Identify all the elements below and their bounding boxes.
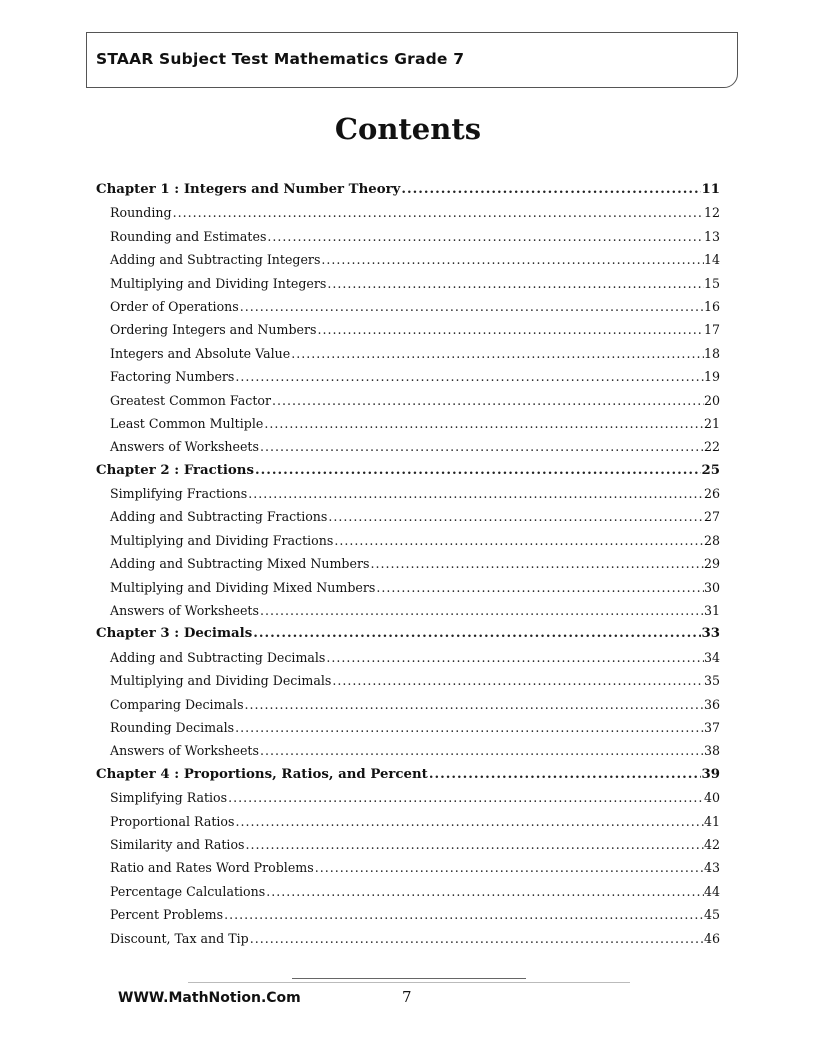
dot-leader: [326, 272, 704, 295]
toc-entry-page: 39: [701, 766, 720, 782]
dot-leader: [325, 646, 704, 669]
dot-leader: [223, 903, 704, 926]
toc-entry-title: Factoring Numbers: [110, 369, 235, 385]
toc-entry-page: 19: [703, 369, 720, 385]
toc-entry-page: 31: [703, 603, 720, 619]
toc-entry-title: Discount, Tax and Tip: [110, 930, 249, 946]
toc-section-entry: [96, 529, 720, 552]
toc-entry-page: 42: [703, 836, 720, 852]
toc-entry-title: Percent Problems: [110, 907, 224, 923]
dot-leader: [314, 856, 704, 879]
toc-entry-title: Integers and Absolute Value: [110, 345, 291, 361]
toc-section-entry: [96, 225, 720, 248]
page-title: Contents: [334, 112, 482, 146]
toc-section-entry: [96, 318, 720, 341]
dot-leader: [316, 318, 704, 341]
toc-entry-page: 21: [703, 415, 720, 431]
toc-section-entry: [96, 389, 720, 412]
toc-entry-page: 40: [703, 790, 720, 806]
dot-leader: [234, 810, 703, 833]
toc-section-entry: [96, 693, 720, 716]
toc-entry-page: 18: [703, 345, 720, 361]
dot-leader: [244, 693, 704, 716]
toc-entry-title: Rounding and Estimates: [110, 228, 267, 244]
toc-entry-page: 25: [701, 462, 720, 478]
dot-leader: [327, 505, 704, 528]
dot-leader: [375, 576, 704, 599]
toc-section-entry: [96, 576, 720, 599]
toc-chapter-entry: [96, 763, 720, 786]
toc-entry-page: 11: [701, 182, 720, 197]
toc-entry-title: Answers of Worksheets: [110, 439, 259, 455]
toc-section-entry: [96, 552, 720, 575]
dot-leader: [259, 739, 704, 762]
toc-entry-title: Adding and Subtracting Fractions: [110, 509, 328, 525]
toc-entry-title: Chapter 3 : Decimals: [96, 626, 253, 642]
dot-leader: [252, 622, 701, 645]
toc-entry-title: Greatest Common Factor: [110, 392, 271, 408]
toc-chapter-entry: [96, 622, 720, 645]
toc-section-entry: [96, 342, 720, 365]
toc-entry-title: Multiplying and Dividing Decimals: [110, 673, 332, 689]
dot-leader: [247, 482, 704, 505]
toc-chapter-entry: [96, 459, 720, 482]
dot-leader: [400, 178, 701, 201]
toc-entry-title: Chapter 4 : Proportions, Ratios, and Percent: [96, 766, 428, 782]
toc-section-entry: [96, 646, 720, 669]
table-of-contents: [96, 178, 720, 950]
dot-leader: [263, 412, 704, 435]
toc-entry-title: Similarity and Ratios: [110, 836, 245, 852]
toc-entry-title: Answers of Worksheets: [110, 603, 259, 619]
toc-section-entry: [96, 739, 720, 762]
toc-section-entry: [96, 810, 720, 833]
toc-entry-title: Chapter 2 : Fractions: [96, 462, 254, 478]
toc-entry-title: Answers of Worksheets: [110, 743, 259, 759]
toc-entry-page: 12: [703, 205, 720, 221]
toc-entry-title: Adding and Subtracting Integers: [110, 252, 321, 268]
toc-entry-page: 46: [703, 930, 720, 946]
toc-entry-page: 36: [703, 696, 720, 712]
toc-entry-page: 16: [703, 298, 720, 314]
dot-leader: [234, 716, 704, 739]
toc-entry-page: 45: [703, 907, 720, 923]
toc-entry-page: 44: [703, 883, 720, 899]
toc-entry-page: 29: [703, 556, 720, 572]
toc-entry-title: Ordering Integers and Numbers: [110, 322, 317, 338]
toc-entry-page: 22: [703, 439, 720, 455]
dot-leader: [428, 763, 702, 786]
toc-section-entry: [96, 412, 720, 435]
footer-rule-light: [188, 982, 630, 983]
toc-section-entry: [96, 599, 720, 622]
toc-section-entry: [96, 482, 720, 505]
toc-section-entry: [96, 365, 720, 388]
book-title: STAAR Subject Test Mathematics Grade 7: [96, 50, 465, 68]
toc-section-entry: [96, 248, 720, 271]
toc-entry-title: Rounding: [110, 205, 172, 221]
dot-leader: [259, 435, 704, 458]
dot-leader: [290, 342, 704, 365]
dot-leader: [245, 833, 704, 856]
dot-leader: [266, 225, 704, 248]
footer-rule: [292, 978, 526, 979]
toc-entry-title: Comparing Decimals: [110, 696, 244, 712]
dot-leader: [172, 201, 704, 224]
toc-section-entry: [96, 272, 720, 295]
toc-entry-page: 14: [703, 252, 720, 268]
toc-entry-page: 37: [703, 719, 720, 735]
toc-entry-page: 30: [703, 579, 720, 595]
dot-leader: [249, 927, 704, 950]
toc-section-entry: [96, 927, 720, 950]
toc-section-entry: [96, 786, 720, 809]
toc-entry-title: Simplifying Fractions: [110, 486, 248, 502]
toc-entry-title: Proportional Ratios: [110, 813, 235, 829]
toc-entry-title: Multiplying and Dividing Fractions: [110, 532, 334, 548]
toc-chapter-entry: [96, 178, 720, 201]
toc-section-entry: [96, 716, 720, 739]
dot-leader: [254, 459, 702, 482]
toc-entry-title: Percentage Calculations: [110, 883, 266, 899]
toc-entry-title: Order of Operations: [110, 298, 239, 314]
toc-entry-title: Adding and Subtracting Decimals: [110, 649, 326, 665]
dot-leader: [239, 295, 704, 318]
toc-section-entry: [96, 880, 720, 903]
toc-entry-page: 15: [703, 275, 720, 291]
toc-entry-title: Chapter 1 : Integers and Number Theory: [96, 182, 401, 197]
toc-entry-page: 33: [701, 626, 720, 642]
page-number: 7: [402, 988, 412, 1006]
toc-section-entry: [96, 833, 720, 856]
toc-entry-page: 35: [703, 673, 720, 689]
toc-section-entry: [96, 505, 720, 528]
dot-leader: [331, 669, 704, 692]
toc-entry-title: Ratio and Rates Word Problems: [110, 860, 314, 876]
dot-leader: [234, 365, 704, 388]
toc-entry-page: 34: [703, 649, 720, 665]
toc-section-entry: [96, 856, 720, 879]
footer-website: WWW.MathNotion.Com: [118, 990, 301, 1006]
toc-entry-title: Multiplying and Dividing Integers: [110, 275, 327, 291]
toc-section-entry: [96, 295, 720, 318]
toc-entry-page: 43: [703, 860, 720, 876]
toc-entry-title: Multiplying and Dividing Mixed Numbers: [110, 579, 376, 595]
toc-section-entry: [96, 201, 720, 224]
toc-entry-page: 28: [703, 532, 720, 548]
toc-entry-title: Least Common Multiple: [110, 415, 264, 431]
toc-entry-page: 20: [703, 392, 720, 408]
toc-entry-title: Simplifying Ratios: [110, 790, 228, 806]
dot-leader: [227, 786, 704, 809]
toc-section-entry: [96, 435, 720, 458]
toc-entry-page: 41: [703, 813, 720, 829]
toc-entry-page: 17: [703, 322, 720, 338]
toc-entry-title: Rounding Decimals: [110, 719, 235, 735]
dot-leader: [271, 389, 704, 412]
toc-entry-page: 13: [703, 228, 720, 244]
toc-section-entry: [96, 669, 720, 692]
toc-entry-page: 38: [703, 743, 720, 759]
toc-entry-title: Adding and Subtracting Mixed Numbers: [110, 556, 370, 572]
dot-leader: [320, 248, 704, 271]
dot-leader: [265, 880, 704, 903]
dot-leader: [333, 529, 704, 552]
toc-entry-page: 27: [703, 509, 720, 525]
toc-entry-page: 26: [703, 486, 720, 502]
dot-leader: [259, 599, 704, 622]
dot-leader: [369, 552, 704, 575]
toc-section-entry: [96, 903, 720, 926]
